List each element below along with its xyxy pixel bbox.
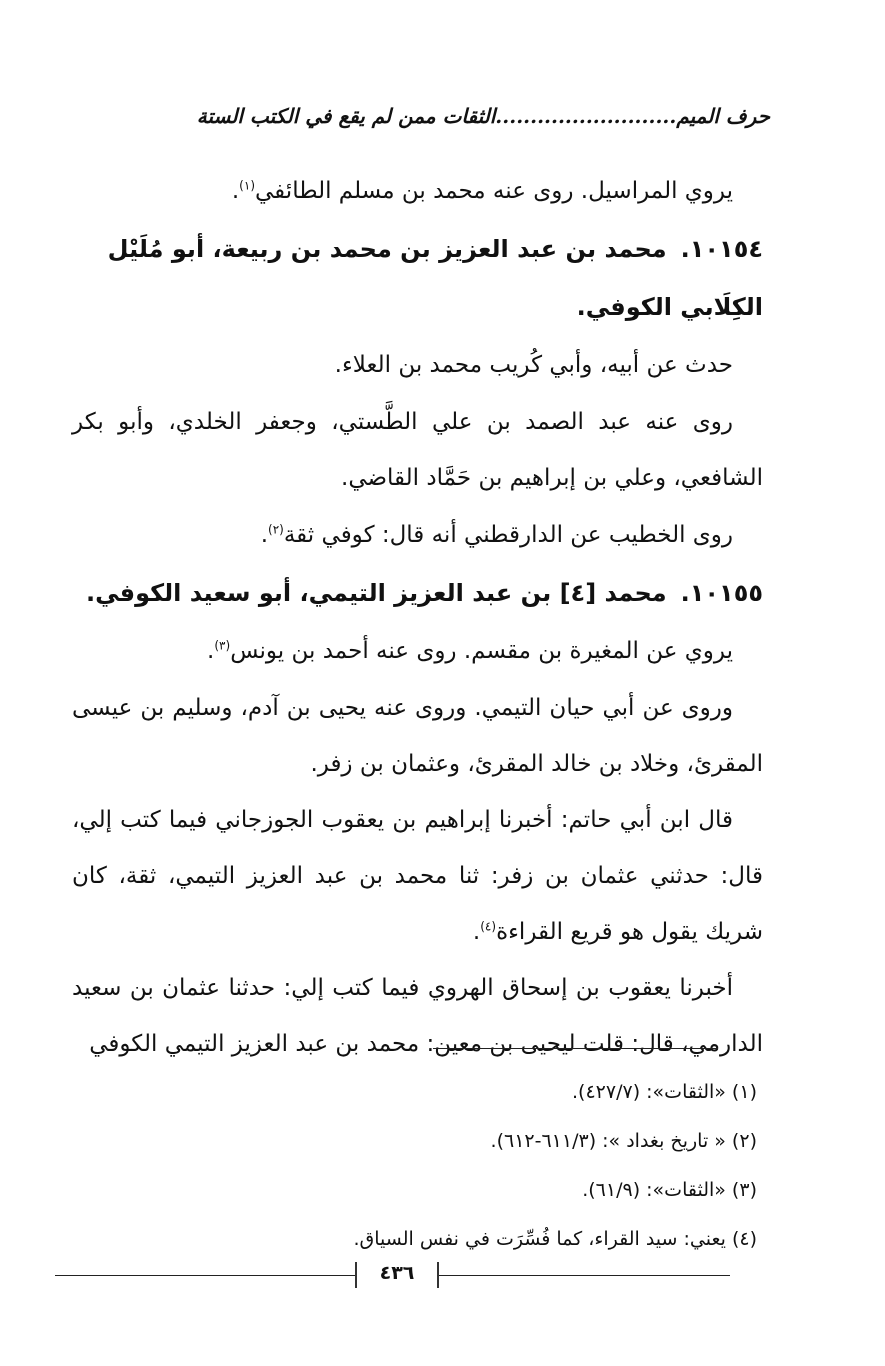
- running-header: حرف الميم..........................الثقات ممن لم يقع في الكتب الستة: [196, 104, 770, 128]
- entry-title: محمد بن عبد العزيز بن محمد بن ربيعة، أبو مُلَيْل الكِلَابي الكوفي.: [107, 235, 763, 321]
- paragraph: أخبرنا يعقوب بن إسحاق الهروي فيما كتب إلي: حدثنا عثمان بن سعيد الدارمي، قال: قلت ليحيى بن معين: محمد بن عبد العزيز التيمي الكوفي: [72, 975, 763, 1057]
- paragraph: يروي عن المغيرة بن مقسم. روى عنه أحمد بن يونس$^{(٣)}$.: [207, 638, 733, 664]
- footnote-ref[interactable]: (٣): [214, 638, 231, 653]
- footnote-separator: [433, 1048, 718, 1049]
- entry-heading: [72, 564, 763, 622]
- paragraph: قال ابن أبي حاتم: أخبرنا إبراهيم بن يعقوب الجوزجاني فيما كتب إلي، قال: حدثني عثمان بن زفر: ثنا محمد بن عبد العزيز التيمي، ثقة، كان شريك يقول هو قريع القراءة$^{(٤)}$.: [72, 807, 763, 945]
- paragraph: روى الخطيب عن الدارقطني أنه قال: كوفي ثقة$^{(٢)}$.: [260, 522, 733, 548]
- paragraph: روى عنه عبد الصمد بن علي الطَّستي، وجعفر الخلدي، وأبو بكر الشافعي، وعلي بن إبراهيم بن حَمَّاد القاضي.: [72, 409, 763, 491]
- footnote: (٣) «الثقات»: (٦١/٩).: [582, 1179, 757, 1201]
- footnote: (٤) يعني: سيد القراء، كما فُسِّرَت في نفس السياق.: [353, 1228, 757, 1250]
- page-number: ٤٣٦: [355, 1262, 439, 1288]
- footnote: (١) «الثقات»: (٤٢٧/٧).: [572, 1081, 757, 1103]
- footnote-ref[interactable]: (٢): [268, 522, 284, 537]
- paragraph: حدث عن أبيه، وأبي كُريب محمد بن العلاء.: [334, 352, 733, 378]
- footnotes: [120, 1068, 757, 1264]
- entry-title: محمد [٤] بن عبد العزيز التيمي، أبو سعيد الكوفي.: [85, 579, 667, 607]
- entry-number: ١٠١٥٤.: [680, 235, 763, 263]
- paragraph: يروي المراسيل. روى عنه محمد بن مسلم الطائفي$^{(١)}$.: [231, 178, 733, 204]
- page-body: [72, 162, 763, 1072]
- entry-heading: [72, 220, 763, 336]
- footnote-ref[interactable]: (١): [239, 178, 255, 193]
- footnote-ref[interactable]: (٤): [480, 919, 497, 934]
- entry-number: ١٠١٥٥.: [680, 579, 763, 607]
- footnote: (٢) « تاريخ بغداد »: (٦١١/٣-٦١٢).: [490, 1130, 757, 1152]
- paragraph: وروى عن أبي حيان التيمي. وروى عنه يحيى بن آدم، وسليم بن عيسى المقرئ، وخلاد بن خالد المقرئ، وعثمان بن زفر.: [72, 695, 763, 777]
